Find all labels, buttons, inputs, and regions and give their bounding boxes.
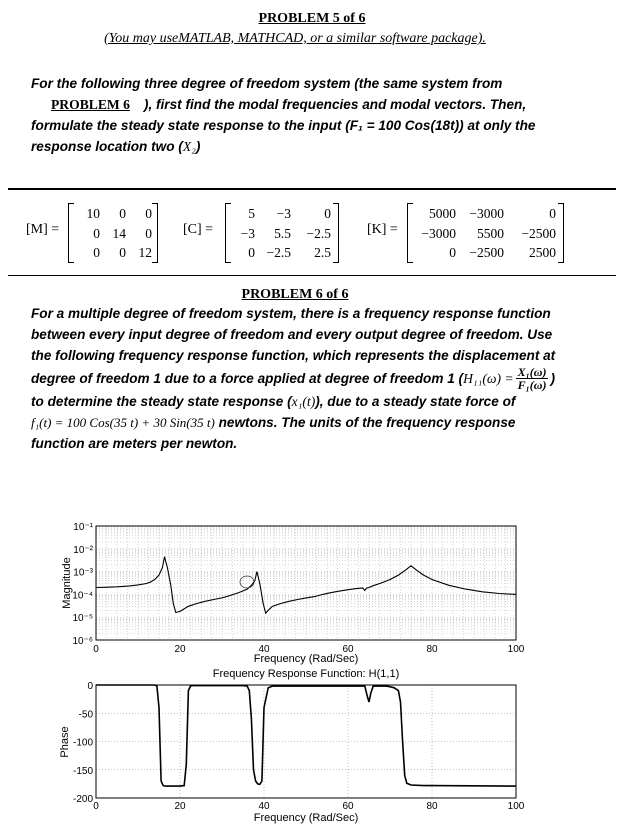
problem5-statement [31,73,611,157]
m-cell: 0 [93,245,100,260]
x-tick-label: 60 [342,801,354,812]
c-cell: −2.5 [306,225,331,241]
c-cell: 5.5 [274,225,291,241]
y-tick-label: -150 [72,765,93,777]
m-cell: 12 [138,245,152,260]
p6-line5-post: ), due to a steady state force of [315,394,516,409]
c-cell: 0 [248,245,255,260]
x-tick-label: 100 [507,801,525,812]
y-tick-label: 10⁻² [73,544,93,556]
phase-ylabel: Phase [59,726,71,758]
c-cell: 5 [248,206,255,221]
p6-line6-post: newtons. The units of the frequency response [214,415,516,430]
phase-xlabel: Frequency (Rad/Sec) [253,812,359,824]
bracket-right [333,203,339,263]
phase-curve [96,685,516,786]
y-tick-label: -100 [72,737,93,749]
problem6-title: PROBLEM 6 of 6 [241,287,349,302]
problem6-reference: PROBLEM 6 [51,97,130,112]
chart-title: Frequency Response Function: H(1,1) [212,668,400,680]
x-tick-label: 20 [174,644,186,655]
p6-line5-pre: to determine the steady state response ( [31,394,292,409]
k-cell: 0 [549,206,556,221]
bracket-right [558,203,564,263]
p5-line3-post: ) at only the [459,118,536,133]
p5-line3-pre: formulate the steady state response to the input ( [31,118,350,133]
y-tick-label: -200 [72,794,93,805]
divider-top [8,188,616,190]
x-tick-label: 40 [258,801,270,812]
k-cell: −3000 [469,206,504,221]
frf-lhs: H₁₁(ω) = [463,371,514,386]
x-tick-label: 100 [507,644,525,655]
x-tick-label: 60 [342,644,354,655]
problem5-title: PROBLEM 5 of 6 [258,11,366,26]
k-cell: −3000 [421,225,456,241]
m-cell: 0 [119,245,126,260]
y-tick-label: 10⁻⁶ [72,636,93,647]
problem6-statement [31,303,616,454]
bracket-right [152,203,158,263]
mass-matrix-cells [72,204,152,263]
frf-denominator: F₁(ω) [517,378,547,392]
magnitude-xlabel: Frequency (Rad/Sec) [253,653,359,665]
m-cell: 0 [93,225,100,241]
m-cell: 0 [145,206,152,221]
handwritten-circle-mark [240,576,254,588]
y-tick-label: 10⁻³ [73,567,93,579]
p6-line1: For a multiple degree of freedom system, there is a frequency response function [31,306,551,321]
y-tick-label: 10⁻⁵ [72,613,93,625]
software-note: (You may useMATLAB, MATHCAD, or a similar software package). [104,31,486,46]
k-cell: 0 [449,245,456,260]
k-cell: 2500 [529,245,556,260]
damping-matrix-label: [C] = [183,222,214,237]
y-tick-label: 10⁻¹ [73,522,93,533]
c-cell: −3 [276,206,291,221]
frf-fraction [516,366,549,391]
frf-plot-area [0,500,624,828]
x-tick-label: 0 [93,801,99,812]
response-expr: x₁(t) [291,394,316,409]
c-cell: 0 [324,206,331,221]
c-cell: −3 [240,225,255,241]
m-cell: 0 [119,206,126,221]
c-cell: 2.5 [314,245,331,260]
magnitude-y-ticks [72,522,93,647]
m-cell: 10 [86,206,100,221]
p5-line1: For the following three degree of freedom system (the same system from [31,76,503,91]
magnitude-ylabel: Magnitude [61,557,73,609]
response-location: X₂ [182,139,196,154]
stiffness-matrix-cells [410,204,556,263]
c-cell: −2.5 [266,245,291,260]
divider-bottom [8,275,616,276]
k-cell: 5000 [429,206,456,221]
mass-matrix-label: [M] = [26,222,60,237]
m-cell: 0 [145,225,152,241]
p5-line4-pre: response location two ( [31,139,183,154]
x-tick-label: 40 [258,644,270,655]
force-expr: f₁(t) = 100 Cos(35 t) + 30 Sin(35 t) [31,415,215,430]
stiffness-matrix-label: [K] = [367,222,398,237]
y-tick-label: 10⁻⁴ [72,590,93,602]
p6-line7: function are meters per newton. [31,436,238,451]
p6-line3: the following frequency response function, which represents the displacement at [31,348,556,363]
x-tick-label: 80 [426,801,438,812]
p6-line4-post: ) [550,371,555,386]
k-cell: 5500 [477,225,504,241]
x-tick-label: 80 [426,644,438,655]
input-force-expr: F₁ = 100 Cos(18t) [349,118,460,133]
k-cell: −2500 [469,245,504,260]
phase-y-ticks [73,681,93,805]
y-tick-label: 0 [87,681,93,692]
k-cell: −2500 [521,225,556,241]
p6-line4-pre: degree of freedom 1 due to a force applied at degree of freedom 1 ( [31,371,464,386]
p6-line2: between every input degree of freedom and every output degree of freedom. Use [31,327,553,342]
x-tick-label: 20 [174,801,186,812]
damping-matrix-cells [229,204,331,263]
phase-x-ticks [93,801,525,812]
x-tick-label: 0 [93,644,99,655]
frf-numerator: X₁(ω) [517,365,547,379]
p5-line4-post: ) [195,139,201,154]
m-cell: 14 [112,225,126,241]
y-tick-label: -50 [78,709,93,721]
magnitude-grid [96,526,516,640]
p5-line2: ), first find the modal frequencies and modal vectors. Then, [143,97,527,112]
